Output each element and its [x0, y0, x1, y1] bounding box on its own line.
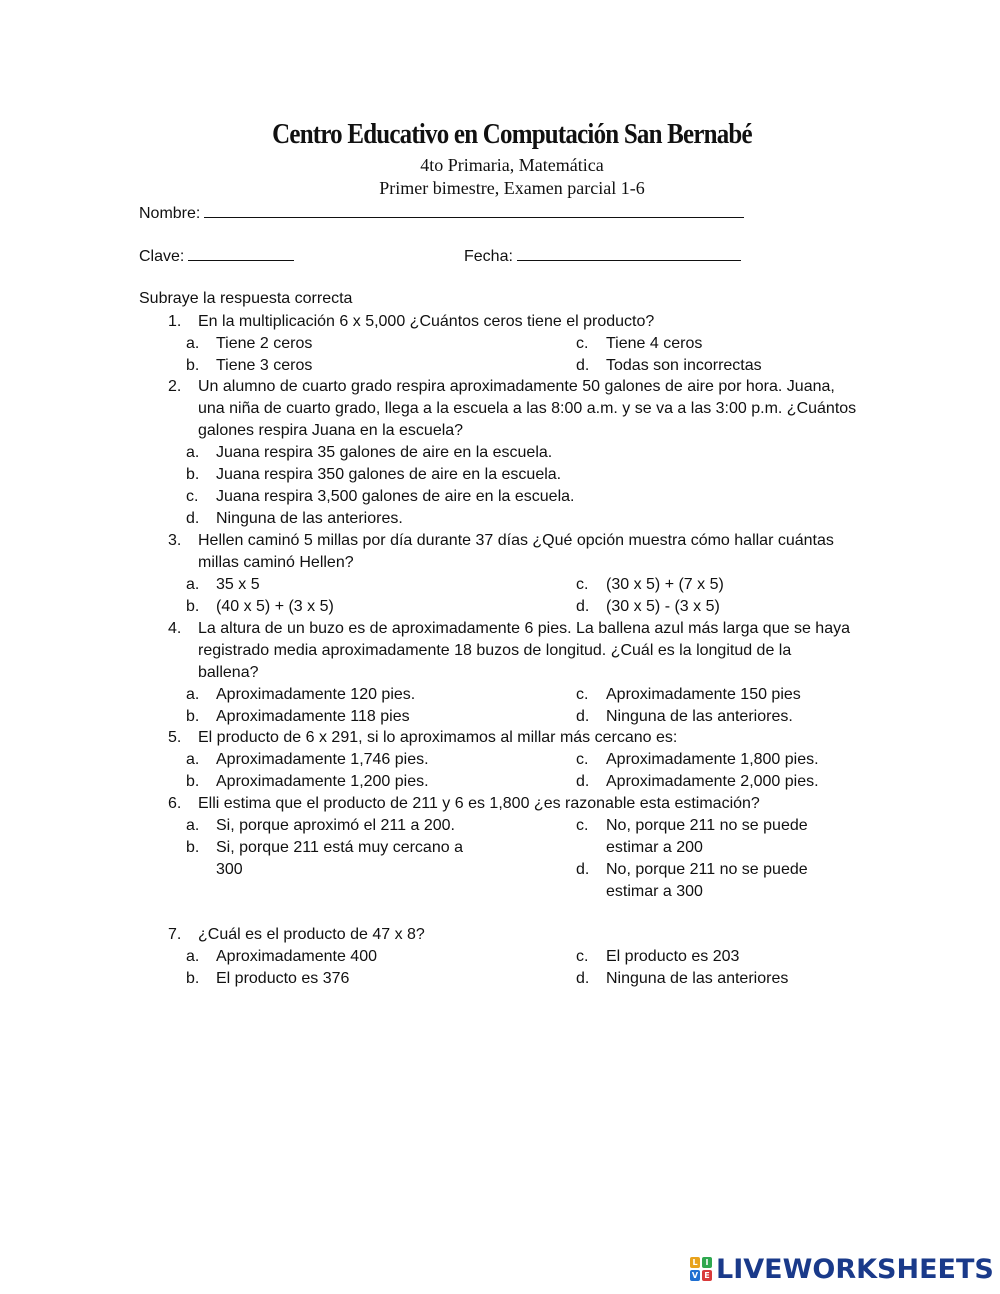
question-text: registrado media aproximadamente 18 buzos de longitud. ¿Cuál es la longitud de la	[198, 642, 792, 659]
answer-option[interactable]	[576, 968, 956, 990]
answer-option[interactable]	[186, 508, 786, 530]
option-text: Juana respira 3,500 galones de aire en la escuela.	[216, 488, 575, 505]
answer-option[interactable]	[576, 574, 956, 596]
option-text: Aproximadamente 400	[216, 948, 377, 965]
question-number: 1.	[168, 313, 182, 330]
answer-option[interactable]	[186, 442, 786, 464]
question-text: Un alumno de cuarto grado respira aproximadamente 50 galones de aire por hora. Juana,	[198, 378, 835, 395]
option-letter: a.	[186, 751, 200, 768]
date-label: Fecha:	[464, 248, 513, 265]
option-text: No, porque 211 no se puede	[606, 861, 808, 878]
option-text: Aproximadamente 1,800 pies.	[606, 751, 819, 768]
option-text: Si, porque aproximó el 211 a 200.	[216, 817, 455, 834]
answer-option[interactable]	[186, 684, 566, 706]
answer-option[interactable]	[576, 684, 956, 706]
answer-option[interactable]	[186, 574, 566, 596]
option-letter: c.	[576, 751, 589, 768]
question-text: galones respira Juana en la escuela?	[198, 422, 464, 439]
answer-option[interactable]	[576, 815, 956, 856]
question-number: 3.	[168, 532, 182, 549]
option-text-continued: 300	[216, 861, 243, 878]
option-text: Aproximadamente 118 pies	[216, 708, 410, 725]
option-letter: d.	[576, 357, 590, 374]
option-letter: b.	[186, 773, 200, 790]
answer-option[interactable]	[576, 771, 956, 793]
option-letter: c.	[576, 576, 589, 593]
option-text: Ninguna de las anteriores.	[216, 510, 403, 527]
key-label: Clave:	[139, 248, 185, 265]
answer-option[interactable]	[576, 355, 956, 377]
option-letter: c.	[576, 948, 589, 965]
option-text: Juana respira 350 galones de aire en la escuela.	[216, 466, 562, 483]
option-letter: a.	[186, 335, 200, 352]
option-text: Tiene 3 ceros	[216, 357, 313, 374]
option-text: Ninguna de las anteriores.	[606, 708, 793, 725]
option-letter: a.	[186, 686, 200, 703]
option-letter: c.	[576, 817, 589, 834]
option-text: El producto es 203	[606, 948, 740, 965]
option-text: Tiene 4 ceros	[606, 335, 703, 352]
question-number: 2.	[168, 378, 182, 395]
question-text: Hellen caminó 5 millas por día durante 37 días ¿Qué opción muestra cómo hallar cuántas	[198, 532, 834, 549]
option-text: (30 x 5) - (3 x 5)	[606, 598, 720, 615]
option-letter: b.	[186, 598, 200, 615]
answer-option[interactable]	[576, 706, 956, 728]
option-text: Si, porque 211 está muy cercano a	[216, 839, 463, 856]
answer-option[interactable]	[576, 596, 956, 618]
answer-option[interactable]	[186, 771, 566, 793]
liveworksheets-logo	[690, 1254, 994, 1284]
option-letter: b.	[186, 466, 200, 483]
answer-option[interactable]	[576, 333, 956, 355]
answer-option[interactable]	[186, 464, 786, 486]
option-text: Ninguna de las anteriores	[606, 970, 789, 987]
question-text: ballena?	[198, 664, 259, 681]
answer-option[interactable]	[186, 355, 566, 377]
option-text: (30 x 5) + (7 x 5)	[606, 576, 724, 593]
question-text: una niña de cuarto grado, llega a la escuela a las 8:00 a.m. y se va a las 3:00 p.m. ¿Cuántos	[198, 400, 857, 417]
date-blank[interactable]	[517, 244, 741, 261]
option-letter: a.	[186, 817, 200, 834]
option-letter: a.	[186, 948, 200, 965]
date-field	[464, 244, 741, 268]
key-field	[139, 244, 294, 268]
answer-option[interactable]	[186, 486, 786, 508]
answer-option[interactable]	[576, 859, 956, 900]
grade-subject: 4to Primaria, Matemática	[420, 155, 604, 175]
exam-name: Primer bimestre, Examen parcial 1-6	[379, 178, 645, 198]
question-number: 6.	[168, 795, 182, 812]
answer-option[interactable]	[186, 968, 566, 990]
key-blank[interactable]	[188, 244, 294, 261]
option-letter: d.	[186, 510, 200, 527]
question-text: En la multiplicación 6 x 5,000 ¿Cuántos ceros tiene el producto?	[198, 313, 655, 330]
option-text: Tiene 2 ceros	[216, 335, 313, 352]
option-letter: c.	[186, 488, 199, 505]
option-letter: a.	[186, 576, 200, 593]
option-text: Todas son incorrectas	[606, 357, 762, 374]
option-text: Juana respira 35 galones de aire en la escuela.	[216, 444, 553, 461]
logo-text: LIVEWORKSHEETS	[716, 1253, 994, 1285]
option-text: Aproximadamente 150 pies	[606, 686, 801, 703]
option-text: Aproximadamente 1,200 pies.	[216, 773, 429, 790]
logo-square: I	[702, 1257, 712, 1268]
option-letter: d.	[576, 708, 590, 725]
answer-option[interactable]	[186, 946, 566, 968]
option-text: 35 x 5	[216, 576, 260, 593]
option-text: Aproximadamente 120 pies.	[216, 686, 416, 703]
question-number: 5.	[168, 729, 182, 746]
option-letter: b.	[186, 970, 200, 987]
school-title: Centro Educativo en Computación San Bernabé	[272, 118, 752, 150]
name-label: Nombre:	[139, 205, 201, 222]
name-field	[139, 201, 744, 225]
answer-option[interactable]	[186, 333, 566, 355]
option-letter: b.	[186, 357, 200, 374]
option-letter: d.	[576, 598, 590, 615]
option-letter: d.	[576, 970, 590, 987]
option-text-continued: estimar a 300	[606, 883, 703, 900]
option-text: El producto es 376	[216, 970, 350, 987]
option-text-continued: estimar a 200	[606, 839, 703, 856]
option-text: No, porque 211 no se puede	[606, 817, 808, 834]
answer-option[interactable]	[186, 749, 566, 771]
option-letter: b.	[186, 708, 200, 725]
answer-option[interactable]	[186, 706, 566, 728]
option-letter: c.	[576, 686, 589, 703]
answer-option[interactable]	[576, 946, 956, 968]
option-letter: d.	[576, 773, 590, 790]
question-number: 4.	[168, 620, 182, 637]
answer-option[interactable]	[576, 749, 956, 771]
option-text: Aproximadamente 2,000 pies.	[606, 773, 819, 790]
option-text: Aproximadamente 1,746 pies.	[216, 751, 429, 768]
answer-option[interactable]	[186, 596, 566, 618]
question-text: millas caminó Hellen?	[198, 554, 354, 571]
question-number: 7.	[168, 926, 182, 943]
question-text: Elli estima que el producto de 211 y 6 es 1,800 ¿es razonable esta estimación?	[198, 795, 760, 812]
name-blank[interactable]	[204, 201, 744, 218]
option-letter: d.	[576, 861, 590, 878]
instruction: Subraye la respuesta correcta	[139, 290, 353, 307]
option-letter: b.	[186, 839, 200, 856]
option-text: (40 x 5) + (3 x 5)	[216, 598, 334, 615]
answer-option[interactable]	[186, 815, 566, 837]
question-text: El producto de 6 x 291, si lo aproximamos al millar más cercano es:	[198, 729, 678, 746]
question-text: ¿Cuál es el producto de 47 x 8?	[198, 926, 425, 943]
logo-square: E	[702, 1270, 712, 1281]
option-letter: a.	[186, 444, 200, 461]
logo-square: L	[690, 1257, 700, 1268]
answer-option[interactable]	[186, 837, 566, 878]
option-letter: c.	[576, 335, 589, 352]
logo-squares	[690, 1257, 712, 1281]
logo-square: V	[691, 1271, 699, 1280]
question-text: La altura de un buzo es de aproximadamente 6 pies. La ballena azul más larga que se haya	[198, 620, 850, 637]
